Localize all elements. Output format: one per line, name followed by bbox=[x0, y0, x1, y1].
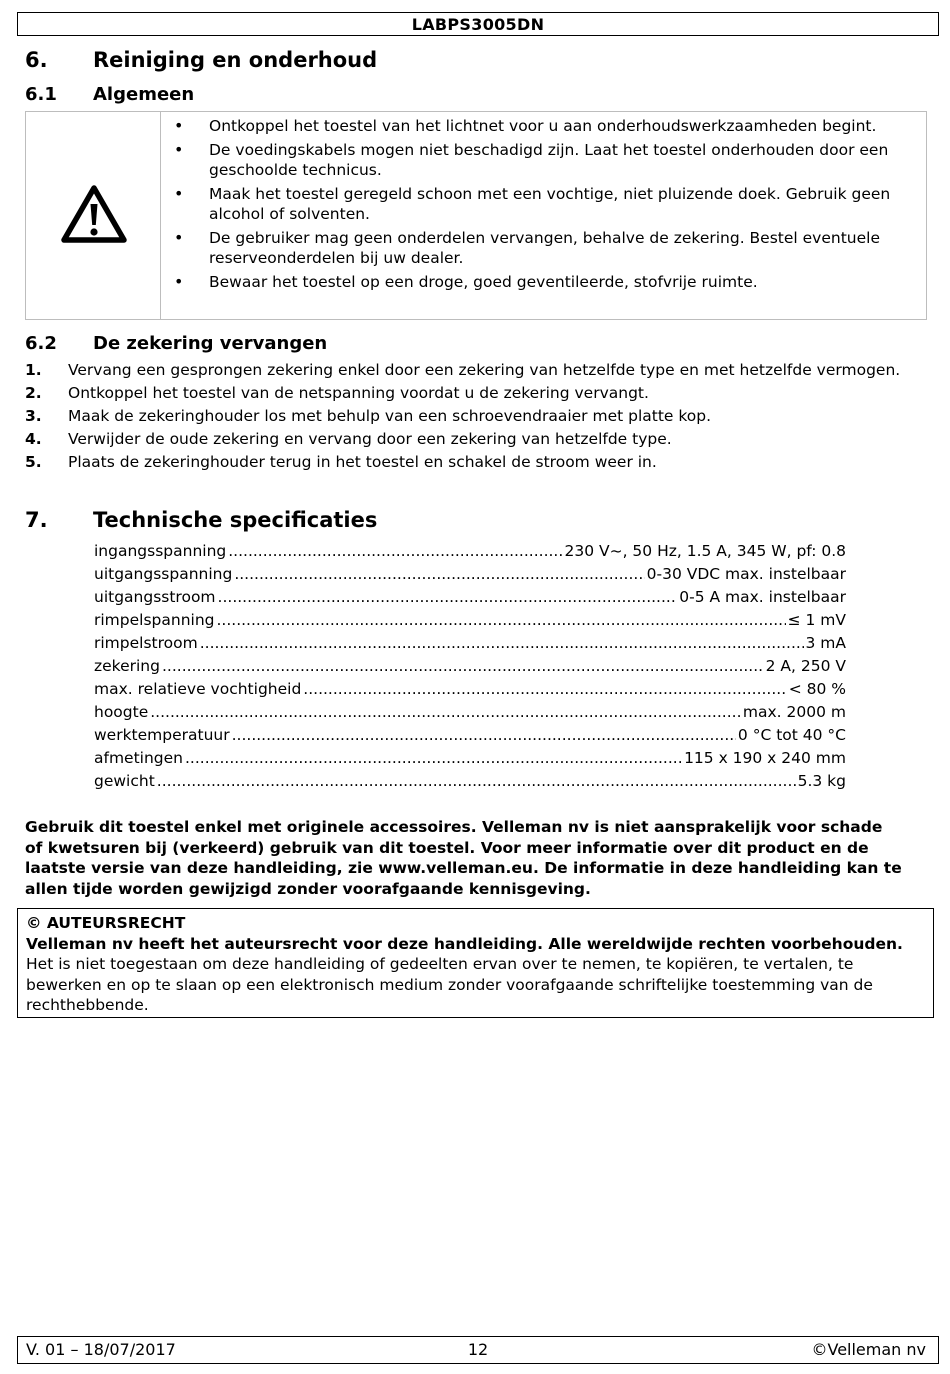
fuse-step bbox=[25, 429, 905, 450]
copyright-bold-text: Velleman nv heeft het auteursrecht voor deze handleiding. Alle wereldwijde rechten voorbehouden. bbox=[26, 934, 903, 953]
step-number: 4. bbox=[25, 430, 42, 448]
spec-row bbox=[94, 587, 846, 610]
spec-table bbox=[94, 541, 846, 794]
spec-row bbox=[94, 633, 846, 656]
section-6-2-heading bbox=[25, 332, 327, 356]
dot-leader bbox=[228, 541, 562, 561]
spec-row bbox=[94, 702, 846, 725]
spec-value: 2 A, 250 V bbox=[765, 657, 846, 675]
safety-bullet: • Bewaar het toestel op een droge, goed geventileerde, stofvrije ruimte. bbox=[174, 272, 922, 293]
section-6-1-title: Algemeen bbox=[93, 84, 195, 105]
section-6-number: 6. bbox=[25, 48, 48, 72]
dot-leader bbox=[162, 656, 764, 676]
dot-leader bbox=[185, 748, 682, 768]
spec-value: 0 °C tot 40 °C bbox=[737, 726, 846, 744]
spec-key: gewicht bbox=[94, 772, 155, 790]
dot-leader bbox=[232, 725, 736, 745]
page-footer bbox=[17, 1336, 939, 1364]
spec-key: hoogte bbox=[94, 703, 149, 721]
step-number: 2. bbox=[25, 384, 42, 402]
dot-leader bbox=[234, 564, 644, 584]
dot-leader bbox=[217, 610, 786, 630]
spec-row bbox=[94, 725, 846, 748]
section-6-heading bbox=[25, 47, 377, 73]
safety-bullet-list bbox=[174, 116, 922, 295]
spec-row bbox=[94, 541, 846, 564]
copyright-text: Het is niet toegestaan om deze handleiding of gedeelten ervan over te nemen, te kopiëren, te vertalen, te bewerken en op te slaan op een elektronisch medium zonder voorafgaande schriftelijke toestemming van de rechthebbende. bbox=[26, 955, 873, 1014]
safety-bullet: • De gebruiker mag geen onderdelen vervangen, behalve de zekering. Bestel eventuele reserveonderdelen bij uw dealer. bbox=[174, 228, 922, 269]
spec-row bbox=[94, 771, 846, 794]
fuse-step bbox=[25, 360, 905, 381]
disclaimer-text: Gebruik dit toestel enkel met originele accessoires. Velleman nv is niet aansprakelijk voor schade of kwetsuren bij (verkeerd) gebruik van dit toestel. Voor meer informatie over dit product en de laatste versie van deze handleiding, zie www.velleman.eu. De informatie in deze handleiding kan te allen tijde worden gewijzigd zonder voorafgaande kennisgeving. bbox=[25, 818, 902, 898]
footer-version: V. 01 – 18/07/2017 bbox=[26, 1340, 176, 1359]
page-header bbox=[17, 12, 939, 36]
footer-brand: ©Velleman nv bbox=[811, 1340, 926, 1359]
step-text: Vervang een gesprongen zekering enkel door een zekering van hetzelfde type en met hetzelfde vermogen. bbox=[68, 361, 901, 379]
copyright-body bbox=[26, 934, 925, 1016]
section-6-title: Reiniging en onderhoud bbox=[93, 48, 378, 72]
spec-key: werktemperatuur bbox=[94, 726, 230, 744]
table-divider bbox=[160, 112, 161, 319]
spec-row bbox=[94, 656, 846, 679]
step-number: 3. bbox=[25, 407, 42, 425]
spec-value: 0-30 VDC max. instelbaar bbox=[646, 565, 846, 583]
step-number: 5. bbox=[25, 453, 42, 471]
spec-value: 230 V~, 50 Hz, 1.5 A, 345 W, pf: 0.8 bbox=[564, 542, 846, 560]
safety-bullet: • Ontkoppel het toestel van het lichtnet voor u aan onderhoudswerkzaamheden begint. bbox=[174, 116, 922, 137]
spec-key: rimpelstroom bbox=[94, 634, 198, 652]
spec-value: max. 2000 m bbox=[742, 703, 846, 721]
safety-bullet: • De voedingskabels mogen niet beschadigd zijn. Laat het toestel onderhouden door een geschoolde technicus. bbox=[174, 140, 922, 181]
spec-value: < 80 % bbox=[788, 680, 846, 698]
spec-row bbox=[94, 564, 846, 587]
spec-row bbox=[94, 679, 846, 702]
header-model: LABPS3005DN bbox=[411, 15, 545, 34]
fuse-step bbox=[25, 406, 905, 427]
section-7-number: 7. bbox=[25, 508, 48, 532]
spec-value: 3 mA bbox=[805, 634, 846, 652]
dot-leader bbox=[218, 587, 678, 607]
footer-page-number: 12 bbox=[467, 1340, 489, 1359]
section-7-title: Technische specificaties bbox=[93, 508, 378, 532]
spec-key: uitgangsspanning bbox=[94, 565, 233, 583]
step-number: 1. bbox=[25, 361, 42, 379]
spec-value: 115 x 190 x 240 mm bbox=[684, 749, 846, 767]
warning-triangle-icon bbox=[60, 184, 128, 244]
spec-key: rimpelspanning bbox=[94, 611, 215, 629]
safety-table bbox=[25, 111, 927, 320]
dot-leader bbox=[157, 771, 796, 791]
copyright-box bbox=[17, 908, 934, 1018]
dot-leader bbox=[150, 702, 741, 722]
step-text: Verwijder de oude zekering en vervang door een zekering van hetzelfde type. bbox=[68, 430, 672, 448]
spec-key: ingangsspanning bbox=[94, 542, 227, 560]
section-7-heading bbox=[25, 507, 377, 533]
spec-row bbox=[94, 610, 846, 633]
section-6-2-title: De zekering vervangen bbox=[93, 333, 328, 354]
spec-value: 5.3 kg bbox=[797, 772, 846, 790]
fuse-step bbox=[25, 383, 905, 404]
section-6-2-number: 6.2 bbox=[25, 333, 57, 354]
fuse-steps-list bbox=[25, 360, 905, 475]
section-6-1-heading bbox=[25, 83, 194, 107]
fuse-step bbox=[25, 452, 905, 473]
spec-value: 0-5 A max. instelbaar bbox=[679, 588, 846, 606]
step-text: Ontkoppel het toestel van de netspanning voordat u de zekering vervangt. bbox=[68, 384, 649, 402]
spec-value: ≤ 1 mV bbox=[787, 611, 846, 629]
dot-leader bbox=[200, 633, 804, 653]
spec-key: zekering bbox=[94, 657, 160, 675]
step-text: Maak de zekeringhouder los met behulp van een schroevendraaier met platte kop. bbox=[68, 407, 712, 425]
spec-row bbox=[94, 748, 846, 771]
copyright-title: © AUTEURSRECHT bbox=[26, 914, 186, 932]
dot-leader bbox=[303, 679, 786, 699]
section-6-1-number: 6.1 bbox=[25, 84, 57, 105]
spec-key: uitgangsstroom bbox=[94, 588, 216, 606]
safety-bullet: • Maak het toestel geregeld schoon met een vochtige, niet pluizende doek. Gebruik geen alcohol of solventen. bbox=[174, 184, 922, 225]
step-text: Plaats de zekeringhouder terug in het toestel en schakel de stroom weer in. bbox=[68, 453, 657, 471]
spec-key: max. relatieve vochtigheid bbox=[94, 680, 302, 698]
spec-key: afmetingen bbox=[94, 749, 183, 767]
